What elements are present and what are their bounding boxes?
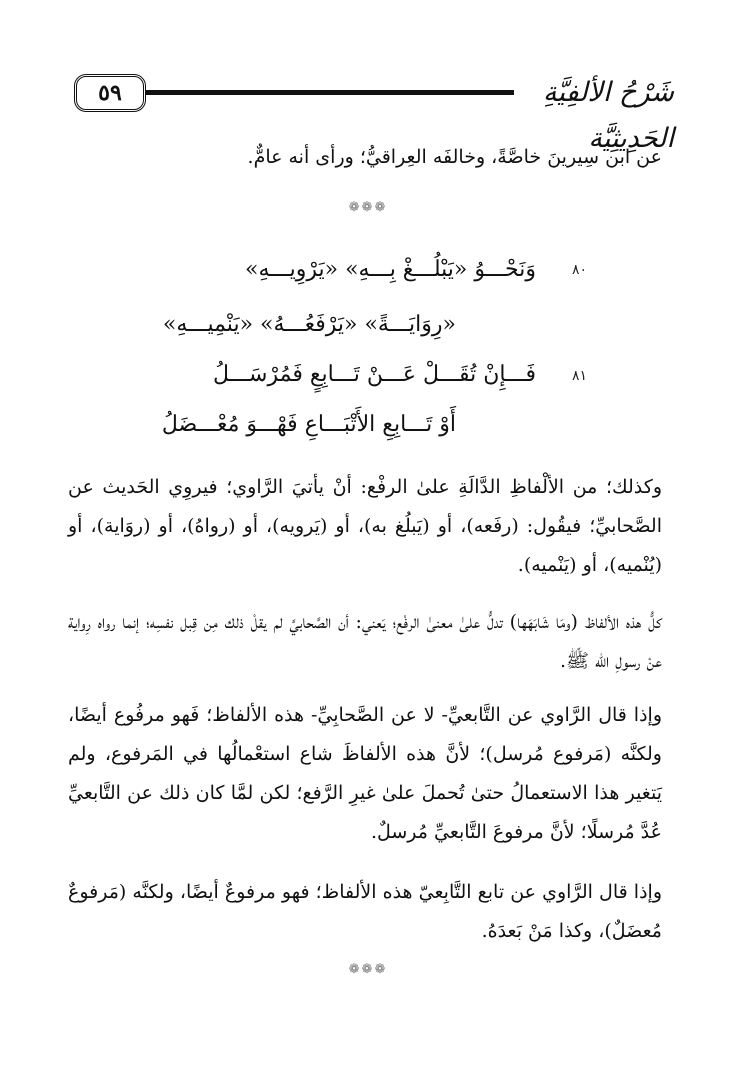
paragraph: وإذا قال الرَّاوي عن تابع التَّابِعيّ هذه الألفاظ؛ فهو مرفوعٌ أيضًا، ولكنَّه (مَرفوعٌ مُعضَلٌ)، وكذا مَنْ بَعدَهُ.	[68, 881, 662, 942]
page-header	[74, 70, 674, 154]
header-rule	[146, 90, 514, 95]
paragraph: وكذلك؛ من الألْفاظِ الدَّالَةِ علىٰ الرفْع: أنْ يأتيَ الرَّاوي؛ فيروِي الحَديث عن الصَّحابيِّ؛ فيقُول: (رفَعه)، أو (يَبلُغ به)، أو (يَرويه)، أو (رواهُ)، أو (روَاية)، أو (يُنْميه)، أو (يَنْميه).	[68, 476, 662, 576]
verse-hemistich: أَوْ تَـــابِعِ الأَتْبَـــاعِ فَهْـــوَ مُعْـــضَلُ	[161, 412, 456, 437]
paragraph: وإذا قال الرَّاوي عن التَّابعيِّ- لا عن الصَّحابِيِّ- هذه الألفاظ؛ فَهو مرفُوع أيضًا، ولكنَّه (مَرفوع مُرسل)؛ لأنَّ هذه الألفاظَ شاع استعْمالُها في المَرفوع، ولم يَتغير هذا الاستعمالُ حتىٰ تُحملَ علىٰ غيرِ الرَّفع؛ لكن لمَّا كان ذلك عن التَّابعيِّ عُدَّ مُرسلًا؛ لأنَّ مرفوعَ التَّابعيِّ مُرسلٌ.	[68, 704, 662, 843]
section-divider: ❁❁❁	[348, 200, 388, 215]
paragraph: كلُّ هذه الألفاظ (ومَا شَابَهَها) تدلُّ علىٰ معنىٰ الرفْع؛ يَعني: أن الصَّحابيَّ لم يقلْ ذلك مِن قِبل نفسِه؛ إنما رواه رِواية عنْ رسولِ الله ﷺ.	[68, 611, 662, 672]
page-number: ٥٩	[74, 74, 146, 112]
verse-number: ٨٠	[572, 262, 588, 278]
verse-hemistich: فَـــإِنْ تُقَـــلْ عَـــنْ تَـــابِعٍ فَمُرْسَـــلُ	[213, 362, 536, 387]
book-title: شَرْحُ الألفِيَّةِ الحَدِيثِيَّة	[543, 77, 674, 154]
intro-line: عن ابن سِيرينَ خاصَّةً، وخالفَه العِراقيُّ؛ ورأى أنه عامٌّ.	[247, 146, 662, 168]
verse-hemistich: «رِوَايَـــةً» «يَرْفَعُـــهُ» «يَنْمِيـــهِ»	[162, 312, 456, 337]
verse-hemistich: وَنَحْـــوُ «يَبْلُـــغْ بِـــهِ» «يَرْوِيـــهِ»	[245, 257, 536, 282]
section-divider: ❁❁❁	[348, 962, 388, 977]
verse-number: ٨١	[572, 368, 588, 384]
